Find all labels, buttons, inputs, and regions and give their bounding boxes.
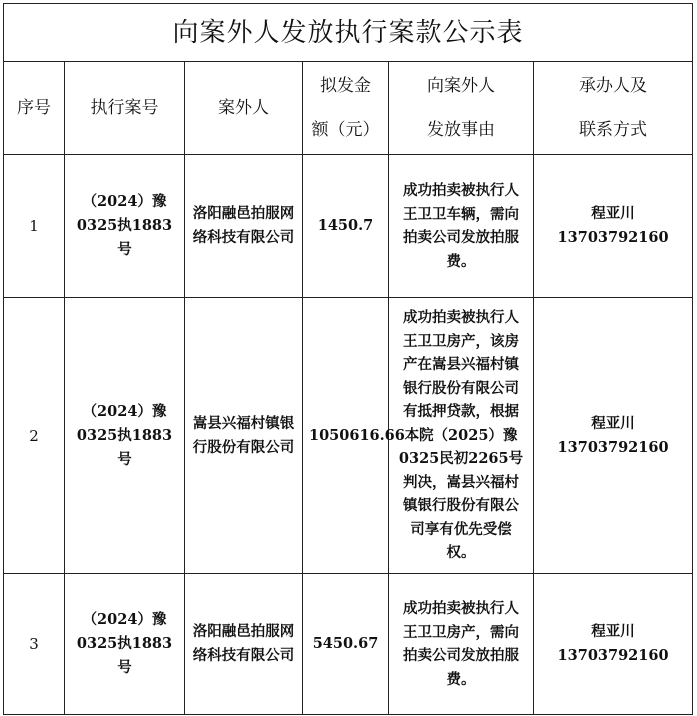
row-officer: 程亚川 bbox=[591, 205, 635, 222]
header-contact-line2: 联系方式 bbox=[579, 120, 648, 140]
header-reason bbox=[389, 62, 534, 155]
disbursement-table bbox=[3, 3, 693, 715]
table-row bbox=[4, 574, 693, 715]
row-party: 嵩县兴福村镇银行股份有限公司 bbox=[185, 298, 303, 574]
row-phone: 13703792160 bbox=[557, 647, 669, 664]
row-contact bbox=[534, 298, 693, 574]
row-officer: 程亚川 bbox=[591, 414, 635, 432]
row-seq: 3 bbox=[4, 574, 65, 715]
row-amount: 1050616.66 bbox=[303, 298, 389, 574]
table-row bbox=[4, 298, 693, 574]
header-party: 案外人 bbox=[185, 62, 303, 155]
row-case-no: （2024）豫0325执1883号 bbox=[65, 574, 185, 715]
row-reason: 成功拍卖被执行人王卫卫房产，需向拍卖公司发放拍服费。 bbox=[389, 574, 534, 715]
table-title: 向案外人发放执行案款公示表 bbox=[4, 4, 693, 62]
header-reason-line2: 发放事由 bbox=[427, 120, 495, 140]
row-phone: 13703792160 bbox=[557, 229, 669, 246]
row-phone: 13703792160 bbox=[557, 438, 669, 456]
header-seq: 序号 bbox=[4, 62, 65, 155]
header-contact bbox=[534, 62, 693, 155]
row-seq: 1 bbox=[4, 155, 65, 298]
header-case-no: 执行案号 bbox=[65, 62, 185, 155]
row-reason: 成功拍卖被执行人王卫卫房产，该房产在嵩县兴福村镇银行股份有限公司有抵押贷款，根据本院（2025）豫0325民初2265号判决，嵩县兴福村镇银行股份有限公司享有优先受偿权。 bbox=[389, 298, 534, 574]
header-contact-line1: 承办人及 bbox=[579, 76, 648, 96]
title-row bbox=[4, 4, 693, 62]
row-case-no: （2024）豫0325执1883号 bbox=[65, 298, 185, 574]
table-row bbox=[4, 155, 693, 298]
row-amount: 5450.67 bbox=[303, 574, 389, 715]
header-amount bbox=[303, 62, 389, 155]
row-party: 洛阳融邑拍服网络科技有限公司 bbox=[185, 155, 303, 298]
row-seq: 2 bbox=[4, 298, 65, 574]
header-reason-line1: 向案外人 bbox=[427, 76, 495, 96]
header-row bbox=[4, 62, 693, 155]
row-officer: 程亚川 bbox=[591, 623, 635, 640]
row-case-no: （2024）豫0325执1883号 bbox=[65, 155, 185, 298]
header-amount-line1: 拟发金 bbox=[320, 76, 371, 96]
header-amount-line2: 额（元） bbox=[311, 120, 380, 140]
row-reason: 成功拍卖被执行人王卫卫车辆，需向拍卖公司发放拍服费。 bbox=[389, 155, 534, 298]
row-party: 洛阳融邑拍服网络科技有限公司 bbox=[185, 574, 303, 715]
row-contact bbox=[534, 155, 693, 298]
row-amount: 1450.7 bbox=[303, 155, 389, 298]
row-contact bbox=[534, 574, 693, 715]
